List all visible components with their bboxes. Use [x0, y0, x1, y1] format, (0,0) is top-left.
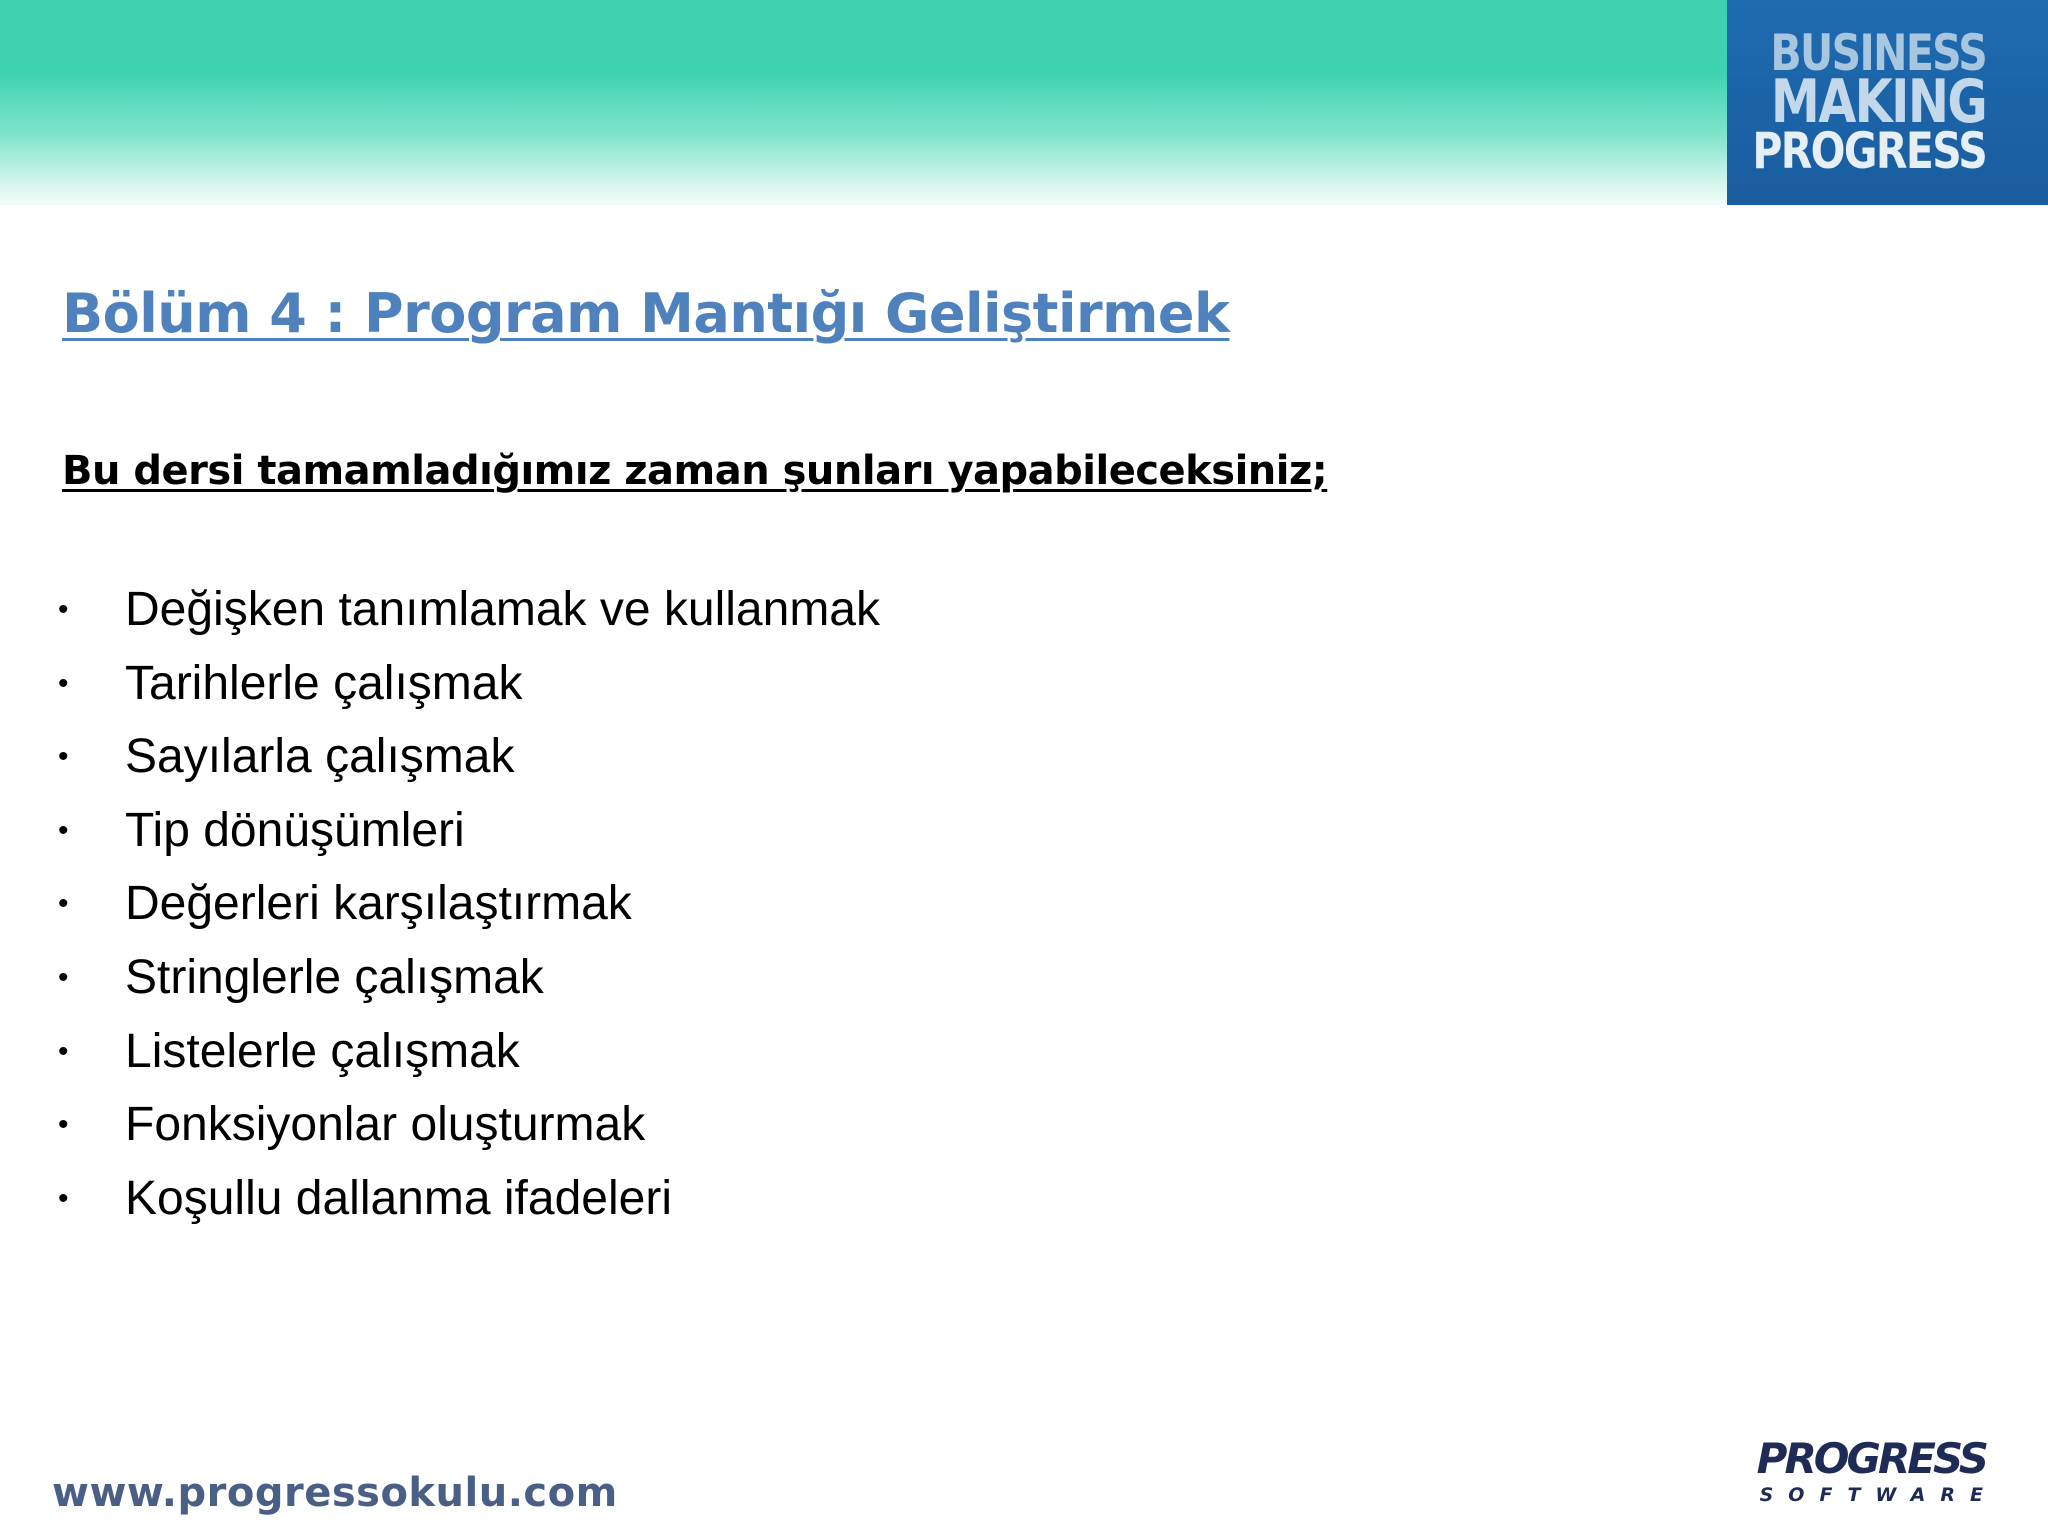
bullet-icon: • [58, 887, 69, 921]
footer-url: www.progressokulu.com [52, 1470, 618, 1516]
list-item-text: Tarihlerle çalışmak [125, 656, 523, 710]
list-item-text: Tip dönüşümleri [125, 803, 465, 857]
header-band [0, 0, 1727, 205]
brand-slogan [1752, 24, 1986, 180]
list-item-text: Fonksiyonlar oluşturmak [125, 1098, 646, 1152]
bullet-icon: • [58, 1034, 69, 1068]
list-item-text: Koşullu dallanma ifadeleri [125, 1171, 672, 1225]
bullet-icon: • [58, 1181, 69, 1215]
bullet-icon: • [58, 960, 69, 994]
logo-sub-text: SOFTWARE [1759, 1484, 1998, 1506]
brand-line-1: BUSINESS [1770, 24, 1986, 82]
list-item-text: Değişken tanımlamak ve kullanmak [125, 583, 880, 636]
list-item-text: Değerleri karşılaştırmak [125, 877, 632, 931]
progress-logo [1756, 1434, 1998, 1508]
list-item-text: Stringlerle çalışmak [125, 950, 544, 1004]
bullet-icon: • [58, 593, 69, 626]
logo-main-text: PROGRESS [1756, 1434, 1986, 1483]
bullet-icon: • [58, 1108, 69, 1142]
bullet-icon: • [58, 666, 69, 700]
bullet-icon: • [58, 813, 69, 847]
brand-box [1727, 0, 2048, 205]
brand-line-2: MAKING [1770, 67, 1986, 137]
slide-title: Bölüm 4 : Program Mantığı Geliştirmek [62, 282, 1230, 345]
slide-subtitle: Bu dersi tamamladığımız zaman şunları yapabileceksiniz; [62, 448, 1328, 494]
brand-line-3: PROGRESS [1752, 122, 1986, 180]
list-item-text: Listelerle çalışmak [125, 1024, 520, 1078]
list-item-text: Sayılarla çalışmak [125, 730, 515, 784]
bullet-icon: • [58, 740, 69, 774]
